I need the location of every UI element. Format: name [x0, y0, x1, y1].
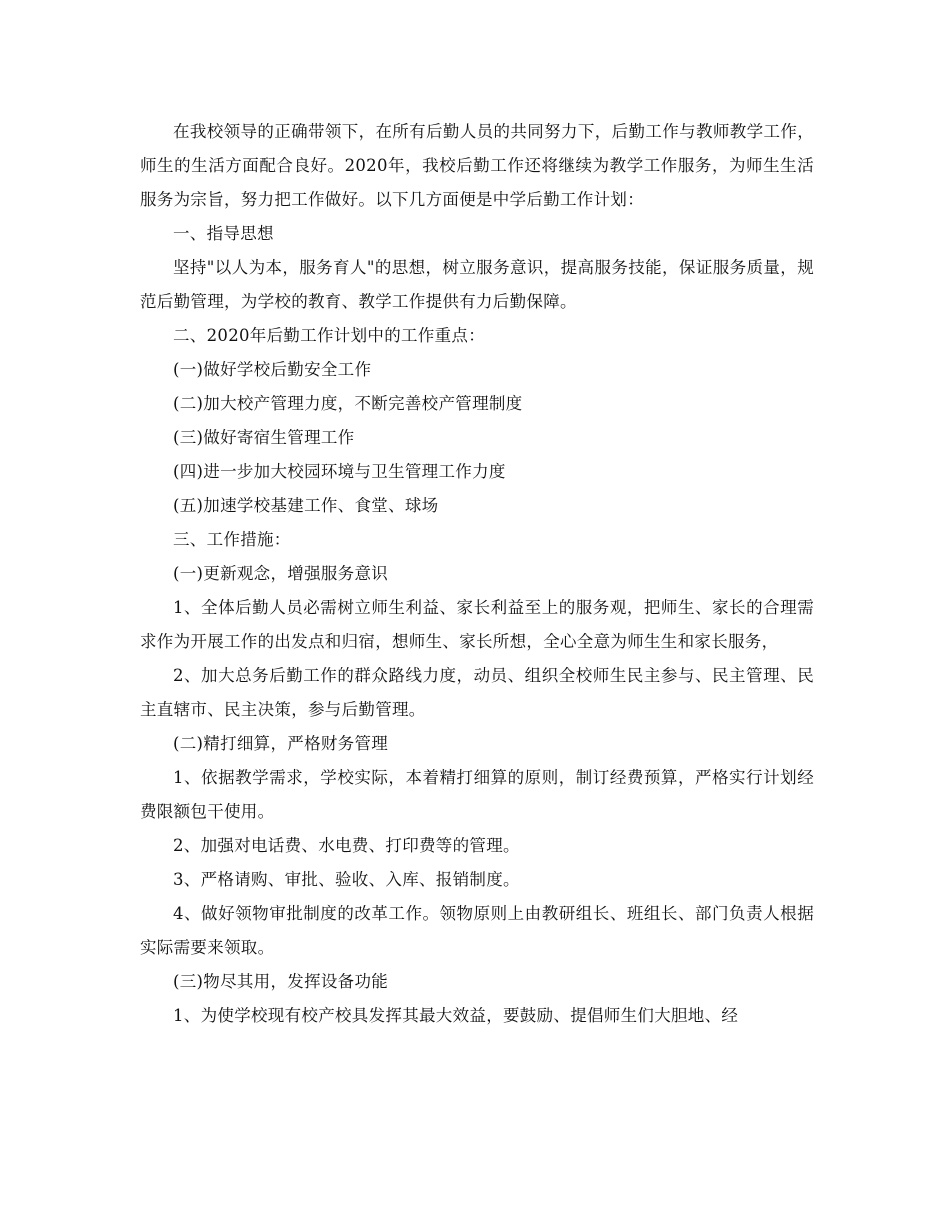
- key-point-item: (四)进一步加大校园环境与卫生管理工作力度: [173, 462, 506, 481]
- measure-item: 1、为使学校现有校产校具发挥其最大效益，要鼓励、提倡师生们大胆地、经: [173, 1006, 739, 1025]
- document-body: [140, 115, 814, 1033]
- section-heading-measures: 三、工作措施：: [173, 530, 291, 549]
- measure-item: 1、依据教学需求，学校实际，本着精打细算的原则，制订经费预算，严格实行计划经费限额包干使用。: [140, 768, 814, 821]
- measure-item: 4、做好领物审批制度的改革工作。领物原则上由教研组长、班组长、部门负责人根据实际需要来领取。: [140, 904, 814, 957]
- guiding-thought-paragraph: 坚持"以人为本，服务育人"的思想，树立服务意识，提高服务技能，保证服务质量，规范后勤管理，为学校的教育、教学工作提供有力后勤保障。: [140, 258, 814, 311]
- intro-paragraph: 在我校领导的正确带领下，在所有后勤人员的共同努力下，后勤工作与教师教学工作，师生的生活方面配合良好。2020年，我校后勤工作还将继续为教学工作服务，为师生生活服务为宗旨，努力把工作做好。以下几方面便是中学后勤工作计划：: [140, 122, 814, 209]
- key-point-item: (一)做好学校后勤安全工作: [173, 360, 372, 379]
- measure-item: 2、加大总务后勤工作的群众路线力度，动员、组织全校师生民主参与、民主管理、民主直辖市、民主决策，参与后勤管理。: [140, 666, 814, 719]
- measure-item: 2、加强对电话费、水电费、打印费等的管理。: [173, 836, 520, 855]
- subsection-heading: (三)物尽其用，发挥设备功能: [173, 972, 389, 991]
- subsection-heading: (二)精打细算，严格财务管理: [173, 734, 389, 753]
- measure-item: 3、严格请购、审批、验收、入库、报销制度。: [173, 870, 520, 889]
- key-point-item: (三)做好寄宿生管理工作: [173, 428, 355, 447]
- section-heading-key-points: 二、2020年后勤工作计划中的工作重点：: [173, 326, 485, 345]
- key-point-item: (二)加大校产管理力度，不断完善校产管理制度: [173, 394, 523, 413]
- section-heading-guiding-thought: 一、指导思想: [173, 224, 274, 243]
- key-point-item: (五)加速学校基建工作、食堂、球场: [173, 496, 439, 515]
- subsection-heading: (一)更新观念，增强服务意识: [173, 564, 389, 583]
- measure-item: 1、全体后勤人员必需树立师生利益、家长利益至上的服务观，把师生、家长的合理需求作为开展工作的出发点和归宿，想师生、家长所想，全心全意为师生生和家长服务，: [140, 598, 814, 651]
